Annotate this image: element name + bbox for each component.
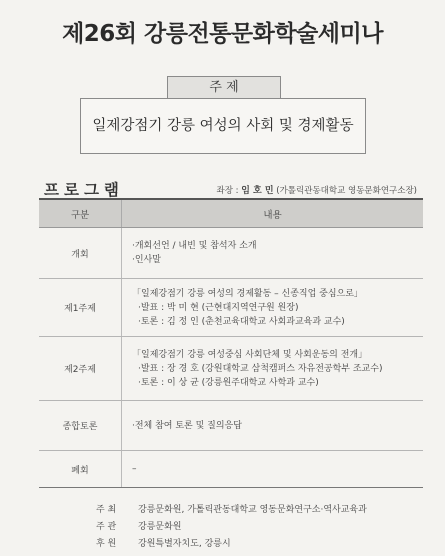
chair-name: 임 호 민 xyxy=(241,186,274,196)
content-line: 「일제강점기 강릉 여성의 경제활동 – 신종직업 중심으로」 xyxy=(132,288,363,299)
row-category: 폐회 xyxy=(39,451,122,488)
theme-label: 주 제 xyxy=(167,76,281,99)
footer-row-host xyxy=(96,502,367,519)
content-line: ·인사말 xyxy=(132,255,161,265)
table-row xyxy=(39,279,423,337)
table-row xyxy=(39,401,423,451)
chair-label: 좌장 : xyxy=(216,186,239,196)
content-line: – xyxy=(132,464,137,474)
footer-credits xyxy=(96,502,367,553)
content-line: ·개회선언 / 내빈 및 참석자 소개 xyxy=(132,241,257,251)
chair-affiliation: (가톨릭관동대학교 영동문화연구소장) xyxy=(276,186,417,196)
header-category: 구분 xyxy=(39,199,122,228)
content-line: 「일제강점기 강릉 여성중심 사회단체 및 사회운동의 전개」 xyxy=(132,349,368,360)
footer-value: 강릉문화원, 가톨릭관동대학교 영동문화연구소·역사교육과 xyxy=(138,505,367,515)
content-line: ·토론 : 김 정 인 (춘천교육대학교 사회과교육과 교수) xyxy=(138,316,345,327)
row-content xyxy=(122,337,424,401)
footer-label: 주 최 xyxy=(96,505,117,515)
row-content xyxy=(122,228,424,279)
content-line: ·발표 : 박 미 현 (근현대지역연구원 원장) xyxy=(138,302,299,313)
footer-value: 강릉문화원 xyxy=(138,522,182,532)
program-title: 프로그램 xyxy=(44,181,124,199)
footer-label: 주 관 xyxy=(96,522,117,532)
program-table xyxy=(39,198,423,488)
footer-row-organizer xyxy=(96,519,367,536)
row-content xyxy=(122,279,424,337)
content-line: ·발표 : 장 경 호 (강원대학교 삼척캠퍼스 자유전공학부 조교수) xyxy=(138,363,383,374)
content-line: ·토론 : 이 상 균 (강릉원주대학교 사학과 교수) xyxy=(138,377,319,388)
footer-label: 후 원 xyxy=(96,539,117,549)
table-row xyxy=(39,228,423,279)
theme-text: 일제강점기 강릉 여성의 사회 및 경제활동 xyxy=(80,98,366,154)
table-row xyxy=(39,337,423,401)
page-title: 제26회 강릉전통문화학술세미나 xyxy=(62,21,383,47)
row-category: 제2주제 xyxy=(39,337,122,401)
header-content: 내용 xyxy=(122,199,424,228)
chair-info xyxy=(217,183,417,196)
row-category: 제1주제 xyxy=(39,279,122,337)
content-line: ·전체 참여 토론 및 질의응답 xyxy=(132,420,242,431)
footer-row-sponsor xyxy=(96,536,367,553)
row-content xyxy=(122,401,424,451)
row-category: 종합토론 xyxy=(39,401,122,451)
table-row xyxy=(39,451,423,488)
footer-value: 강원특별자치도, 강릉시 xyxy=(138,539,231,549)
row-content xyxy=(122,451,424,488)
row-category: 개회 xyxy=(39,228,122,279)
